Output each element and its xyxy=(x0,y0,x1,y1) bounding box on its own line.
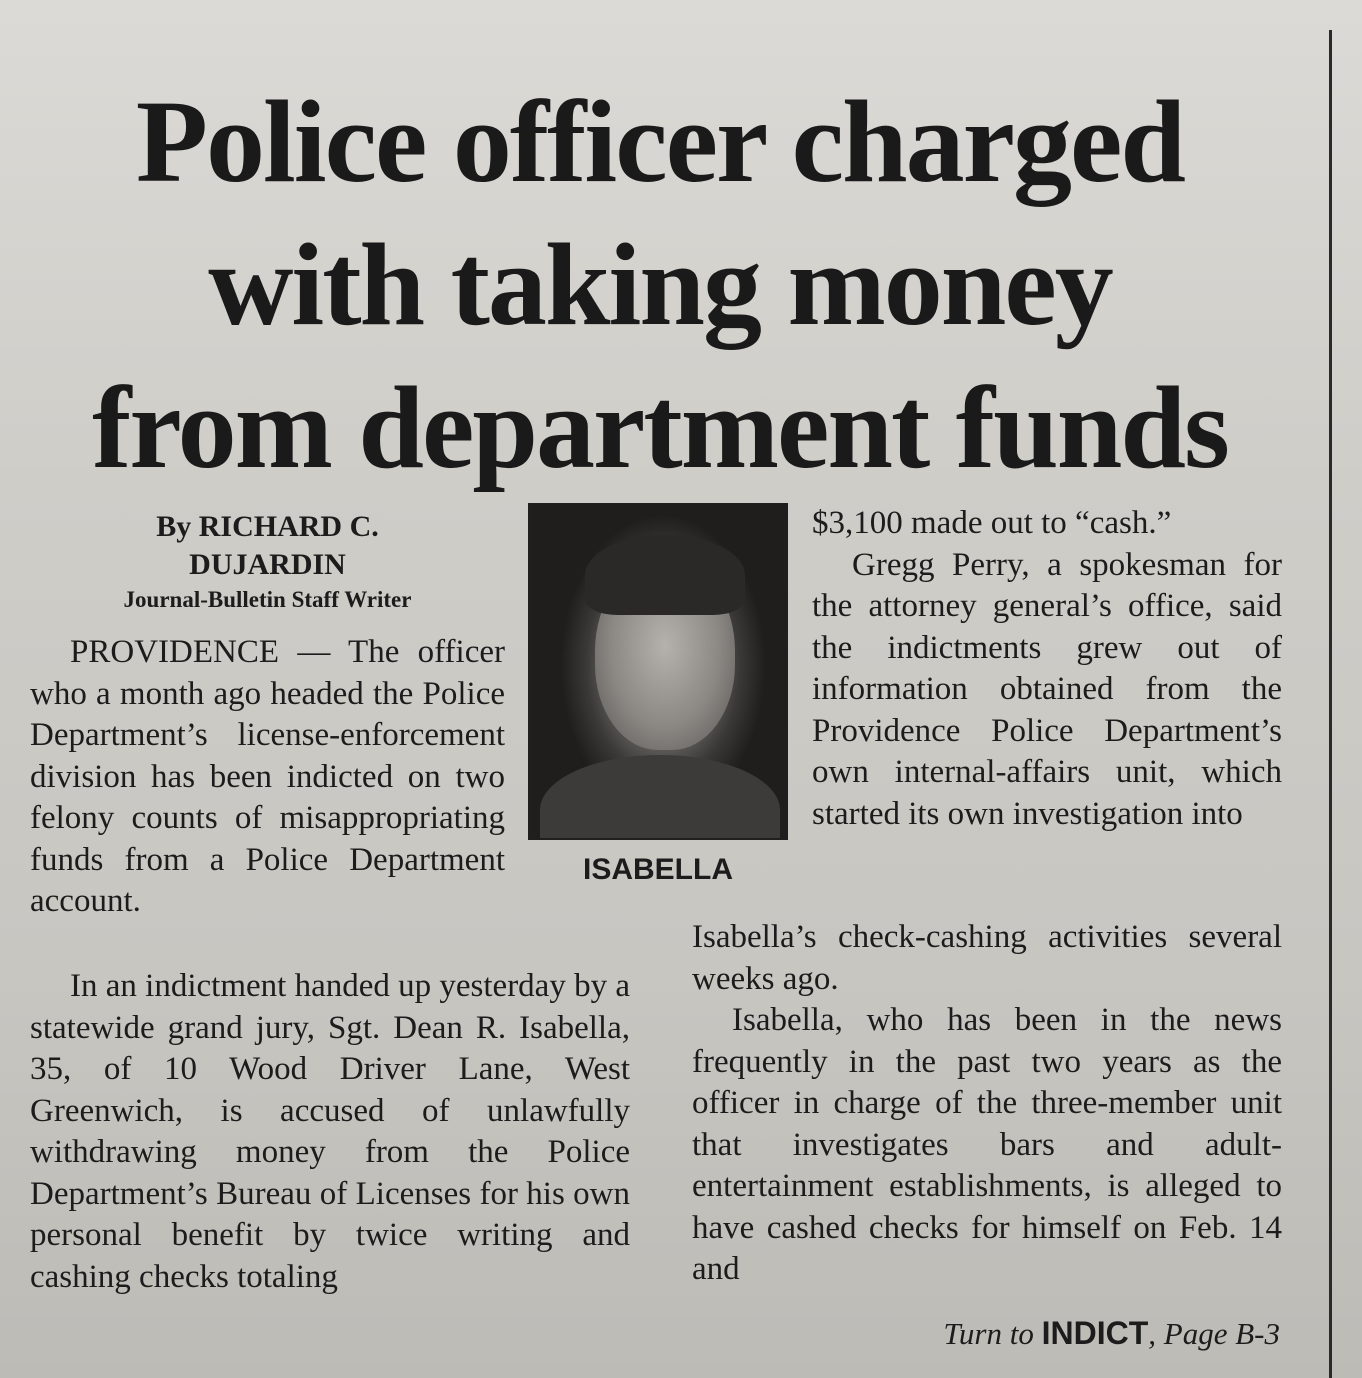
photo-caption: ISABELLA xyxy=(583,853,733,886)
byline-staff: Journal-Bulletin Staff Writer xyxy=(123,587,412,612)
photo-hair xyxy=(585,535,745,615)
article-paragraph-4-cont: Isabella’s check-cashing activities several weeks ago. xyxy=(692,919,1282,997)
column-rule xyxy=(1329,30,1332,1378)
byline-surname: DUJARDIN xyxy=(189,548,346,581)
article-paragraph-1: PROVIDENCE — The officer who a month ago headed the Police Department’s license-enforcement division has been indicted on two felony counts of misappropriating funds from a Police Department account. xyxy=(30,634,505,919)
jump-keyword: INDICT xyxy=(1041,1315,1149,1351)
article-column-3 xyxy=(812,503,1282,835)
article-paragraph-4: Gregg Perry, a spokesman for the attorney general’s office, said the indictments grew out of information obtained from the Providence Police Department’s own internal-affairs unit, which started its own investigation into xyxy=(812,546,1282,832)
article-column-3-wide xyxy=(692,917,1282,1291)
article-paragraph-3-end: $3,100 made out to “cash.” xyxy=(812,505,1172,541)
photo-shoulders xyxy=(540,755,780,840)
headline xyxy=(20,70,1300,499)
article-column-1-wide xyxy=(30,966,630,1298)
headline-line-2: with taking money xyxy=(208,219,1112,350)
article-paragraph-2: In an indictment handed up yesterday by a statewide grand jury, Sgt. Dean R. Isabella, 35, of 10 Wood Driver Lane, West Greenwich, is accused of unlawfully withdrawing money from the Police Department’s Bureau of Licenses for his own personal benefit by twice writing and cashing checks totaling xyxy=(30,968,630,1295)
article-paragraph-5: Isabella, who has been in the news frequently in the past two years as the officer in charge of the three-member unit that investigates bars and adult-entertainment establishments, is alleged to have cashed checks for himself on Feb. 14 and xyxy=(692,1002,1282,1287)
byline-by: By RICHARD C. xyxy=(156,510,379,543)
jump-prefix: Turn to xyxy=(943,1316,1034,1351)
article-column-1 xyxy=(30,632,505,923)
mugshot-photo xyxy=(528,503,788,840)
jump-suffix: , Page B-3 xyxy=(1148,1316,1280,1351)
jump-line xyxy=(700,1313,1280,1354)
byline xyxy=(30,508,505,616)
headline-line-3: from department funds xyxy=(92,362,1228,493)
headline-line-1: Police officer charged xyxy=(135,76,1185,207)
